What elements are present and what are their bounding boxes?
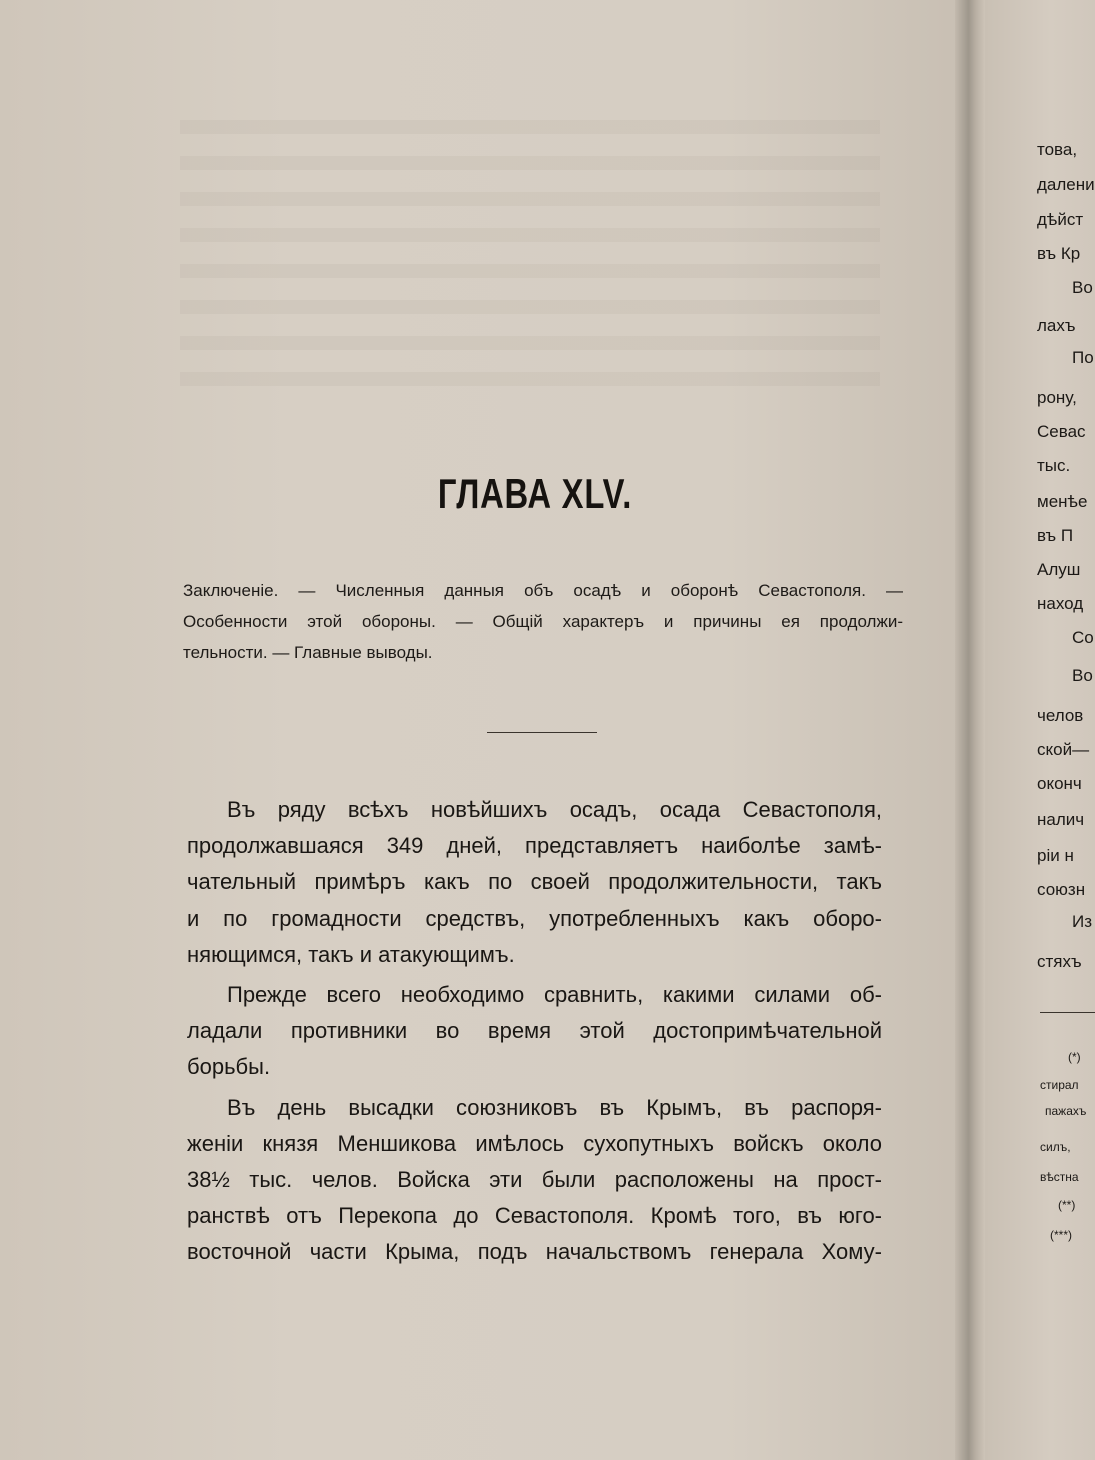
right-text-line: Севас: [1037, 422, 1086, 441]
text-line: Прежде всего необходимо сравнить, какими силами об-: [227, 982, 882, 1008]
summary-line: тельности. — Главные выводы.: [183, 643, 433, 662]
text-line: продолжавшаяся 349 дней, представляетъ наиболѣе замѣ-: [187, 833, 882, 859]
chapter-summary: [183, 575, 903, 668]
footnote-divider: [1040, 1012, 1095, 1013]
text-line: борьбы.: [187, 1054, 271, 1080]
section-divider: [487, 732, 597, 733]
footnote-line: силъ,: [1040, 1140, 1071, 1154]
right-text-line: стяхъ: [1037, 952, 1082, 971]
right-text-line: менѣе: [1037, 492, 1088, 511]
right-text-line: тыс.: [1037, 456, 1071, 475]
right-text-line: союзн: [1037, 880, 1086, 899]
right-text-line: Во: [1072, 666, 1093, 685]
right-text-line: наход: [1037, 594, 1084, 613]
footnote-line: вѣстна: [1040, 1170, 1079, 1184]
text-line: ладали противники во время этой достопримѣчательной: [187, 1018, 882, 1044]
right-text-line: въ Кр: [1037, 244, 1081, 263]
text-line: чательный примѣръ какъ по своей продолжительности, такъ: [187, 869, 882, 895]
right-text-line: рiи н: [1037, 846, 1074, 865]
right-text-line: Со: [1072, 628, 1094, 647]
text-line: няющимся, такъ и атакующимъ.: [187, 941, 515, 967]
footnote-line: стирал: [1040, 1078, 1079, 1092]
summary-line: Заключенiе. — Численныя данныя объ осадѣ и оборонѣ Севастополя. —: [183, 581, 903, 600]
right-text-line: това,: [1037, 140, 1078, 159]
text-line: женiи князя Меншикова имѣлось сухопутныхъ войскъ около: [187, 1130, 882, 1156]
right-text-line: ской—: [1037, 740, 1090, 759]
right-text-line: По: [1072, 348, 1094, 367]
right-text-line: налич: [1037, 810, 1085, 829]
text-line: 38½ тыс. челов. Войска эти были расположены на прост-: [187, 1167, 882, 1193]
text-line: Въ день высадки союзниковъ въ Крымъ, въ распоря-: [227, 1094, 882, 1120]
paragraph: [187, 977, 882, 1086]
right-text-line: Из: [1072, 912, 1093, 931]
summary-line: Особенности этой обороны. — Общiй характеръ и причины ея продолжи-: [183, 612, 903, 631]
footnote-line: пажахъ: [1045, 1104, 1087, 1118]
text-line: Въ ряду всѣхъ новѣйшихъ осадъ, осада Севастополя,: [227, 797, 882, 822]
chapter-title: ГЛАВА XLV.: [437, 470, 633, 517]
right-text-line: въ П: [1037, 526, 1074, 545]
right-text-line: Во: [1072, 278, 1093, 297]
right-text-line: рону,: [1037, 388, 1077, 407]
body-text: [187, 792, 882, 1275]
right-text-line: оконч: [1037, 774, 1082, 793]
book-gutter: [955, 0, 985, 1460]
right-text-line: лахъ: [1037, 316, 1076, 335]
footnote-line: (*): [1068, 1050, 1081, 1064]
paragraph: [187, 792, 882, 973]
text-line: и по громадности средствъ, употребленныхъ какъ оборо-: [187, 905, 882, 931]
footnote-line: (**): [1058, 1198, 1076, 1212]
footnote-line: (***): [1050, 1228, 1073, 1242]
paragraph: [187, 1090, 882, 1271]
text-line: восточной части Крыма, подъ начальствомъ генерала Хому-: [187, 1239, 882, 1265]
right-text-line: Алуш: [1037, 560, 1081, 579]
right-text-line: челов: [1037, 706, 1084, 725]
right-text-line: дѣйст: [1037, 210, 1084, 229]
right-text-line: далени: [1037, 175, 1095, 194]
bleed-through-text: [180, 120, 880, 400]
text-line: ранствѣ отъ Перекопа до Севастополя. Кромѣ того, въ юго-: [187, 1203, 882, 1229]
